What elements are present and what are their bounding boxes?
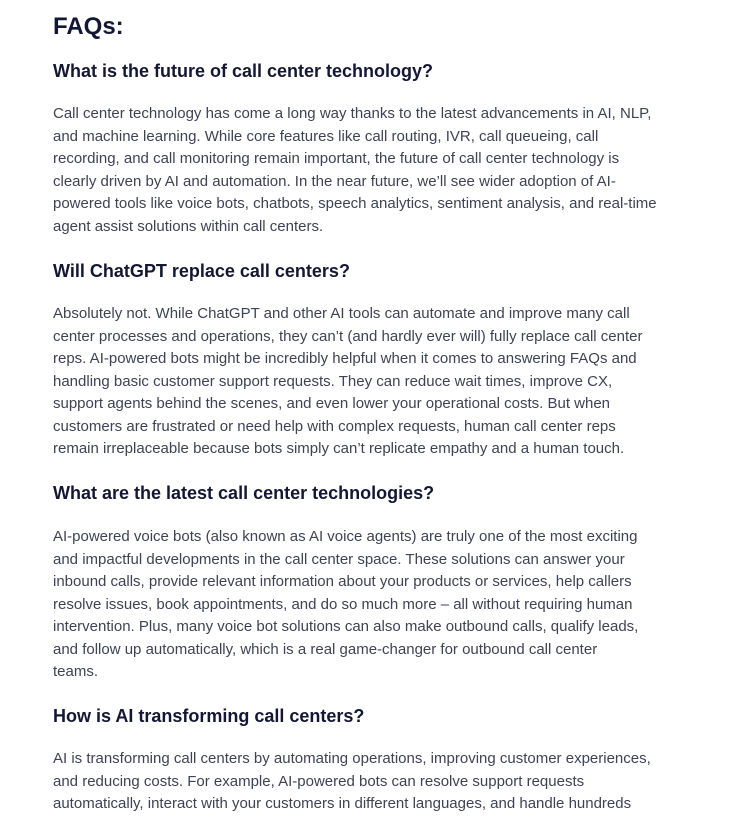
answer-line: remain irreplaceable because bots simply can’t replicate empathy and a human touch. bbox=[53, 440, 625, 457]
answer-line: Call center technology has come a long way thanks to the latest advancements in AI, NLP, bbox=[53, 105, 652, 122]
faq-question-3: What are the latest call center technologies? bbox=[53, 483, 435, 503]
answer-line: and impactful developments in the call center space. These solutions can answer your bbox=[53, 550, 625, 568]
faq-question-2: Will ChatGPT replace call centers? bbox=[53, 261, 350, 281]
faq-question-4: How is AI transforming call centers? bbox=[53, 706, 365, 726]
faq-question-1: What is the future of call center technology? bbox=[53, 61, 434, 81]
answer-line: AI is transforming call centers by automating operations, improving customer experiences, bbox=[53, 750, 651, 767]
faq-answer-4 bbox=[53, 748, 677, 816]
answer-line: intervention. Plus, many voice bot solutions can also make outbound calls, qualify leads, bbox=[53, 618, 639, 635]
faq-answer-3 bbox=[53, 526, 677, 684]
faq-answer-2 bbox=[53, 303, 677, 461]
page-title: FAQs: bbox=[53, 13, 124, 40]
answer-line: reps. AI-powered bots might be incredibly helpful when it comes to answering FAQs and bbox=[53, 350, 637, 367]
answer-line: and follow up automatically, which is a real game-changer for outbound call center bbox=[53, 640, 598, 658]
answer-line: powered tools like voice bots, chatbots, speech analytics, sentiment analysis, and real-time bbox=[53, 195, 657, 212]
answer-line: and machine learning. While core features like call routing, IVR, call queueing, call bbox=[53, 127, 599, 145]
answer-line: and reducing costs. For example, AI-powered bots can resolve support requests bbox=[53, 772, 585, 790]
answer-line: recording, and call monitoring remain important, the future of call center technology is bbox=[53, 150, 620, 167]
answer-line: teams. bbox=[53, 663, 99, 680]
answer-line: automatically, interact with your customers in different languages, and handle hundreds bbox=[53, 795, 632, 812]
answer-line: agent assist solutions within call centers. bbox=[53, 217, 324, 235]
answer-line: handling basic customer support requests. They can reduce wait times, improve CX, bbox=[53, 372, 613, 390]
faq-answer-1 bbox=[53, 103, 677, 238]
answer-line: clearly driven by AI and automation. In the near future, we’ll see wider adoption of AI- bbox=[53, 172, 616, 190]
answer-line: AI-powered voice bots (also known as AI voice agents) are truly one of the most exciting bbox=[53, 528, 638, 545]
answer-line: support agents behind the scenes, and even lower your operational costs. But when bbox=[53, 395, 611, 412]
answer-line: center processes and operations, they can’t (and hardly ever will) fully replace call center bbox=[53, 327, 643, 345]
answer-line: Absolutely not. While ChatGPT and other AI tools can automate and improve many call bbox=[53, 305, 630, 322]
answer-line: inbound calls, provide relevant information about your products or services, help callers bbox=[53, 573, 632, 590]
answer-line: resolve issues, book appointments, and do so much more – all without requiring human bbox=[53, 595, 633, 613]
answer-line: customers are frustrated or need help with complex requests, human call center reps bbox=[53, 417, 616, 435]
